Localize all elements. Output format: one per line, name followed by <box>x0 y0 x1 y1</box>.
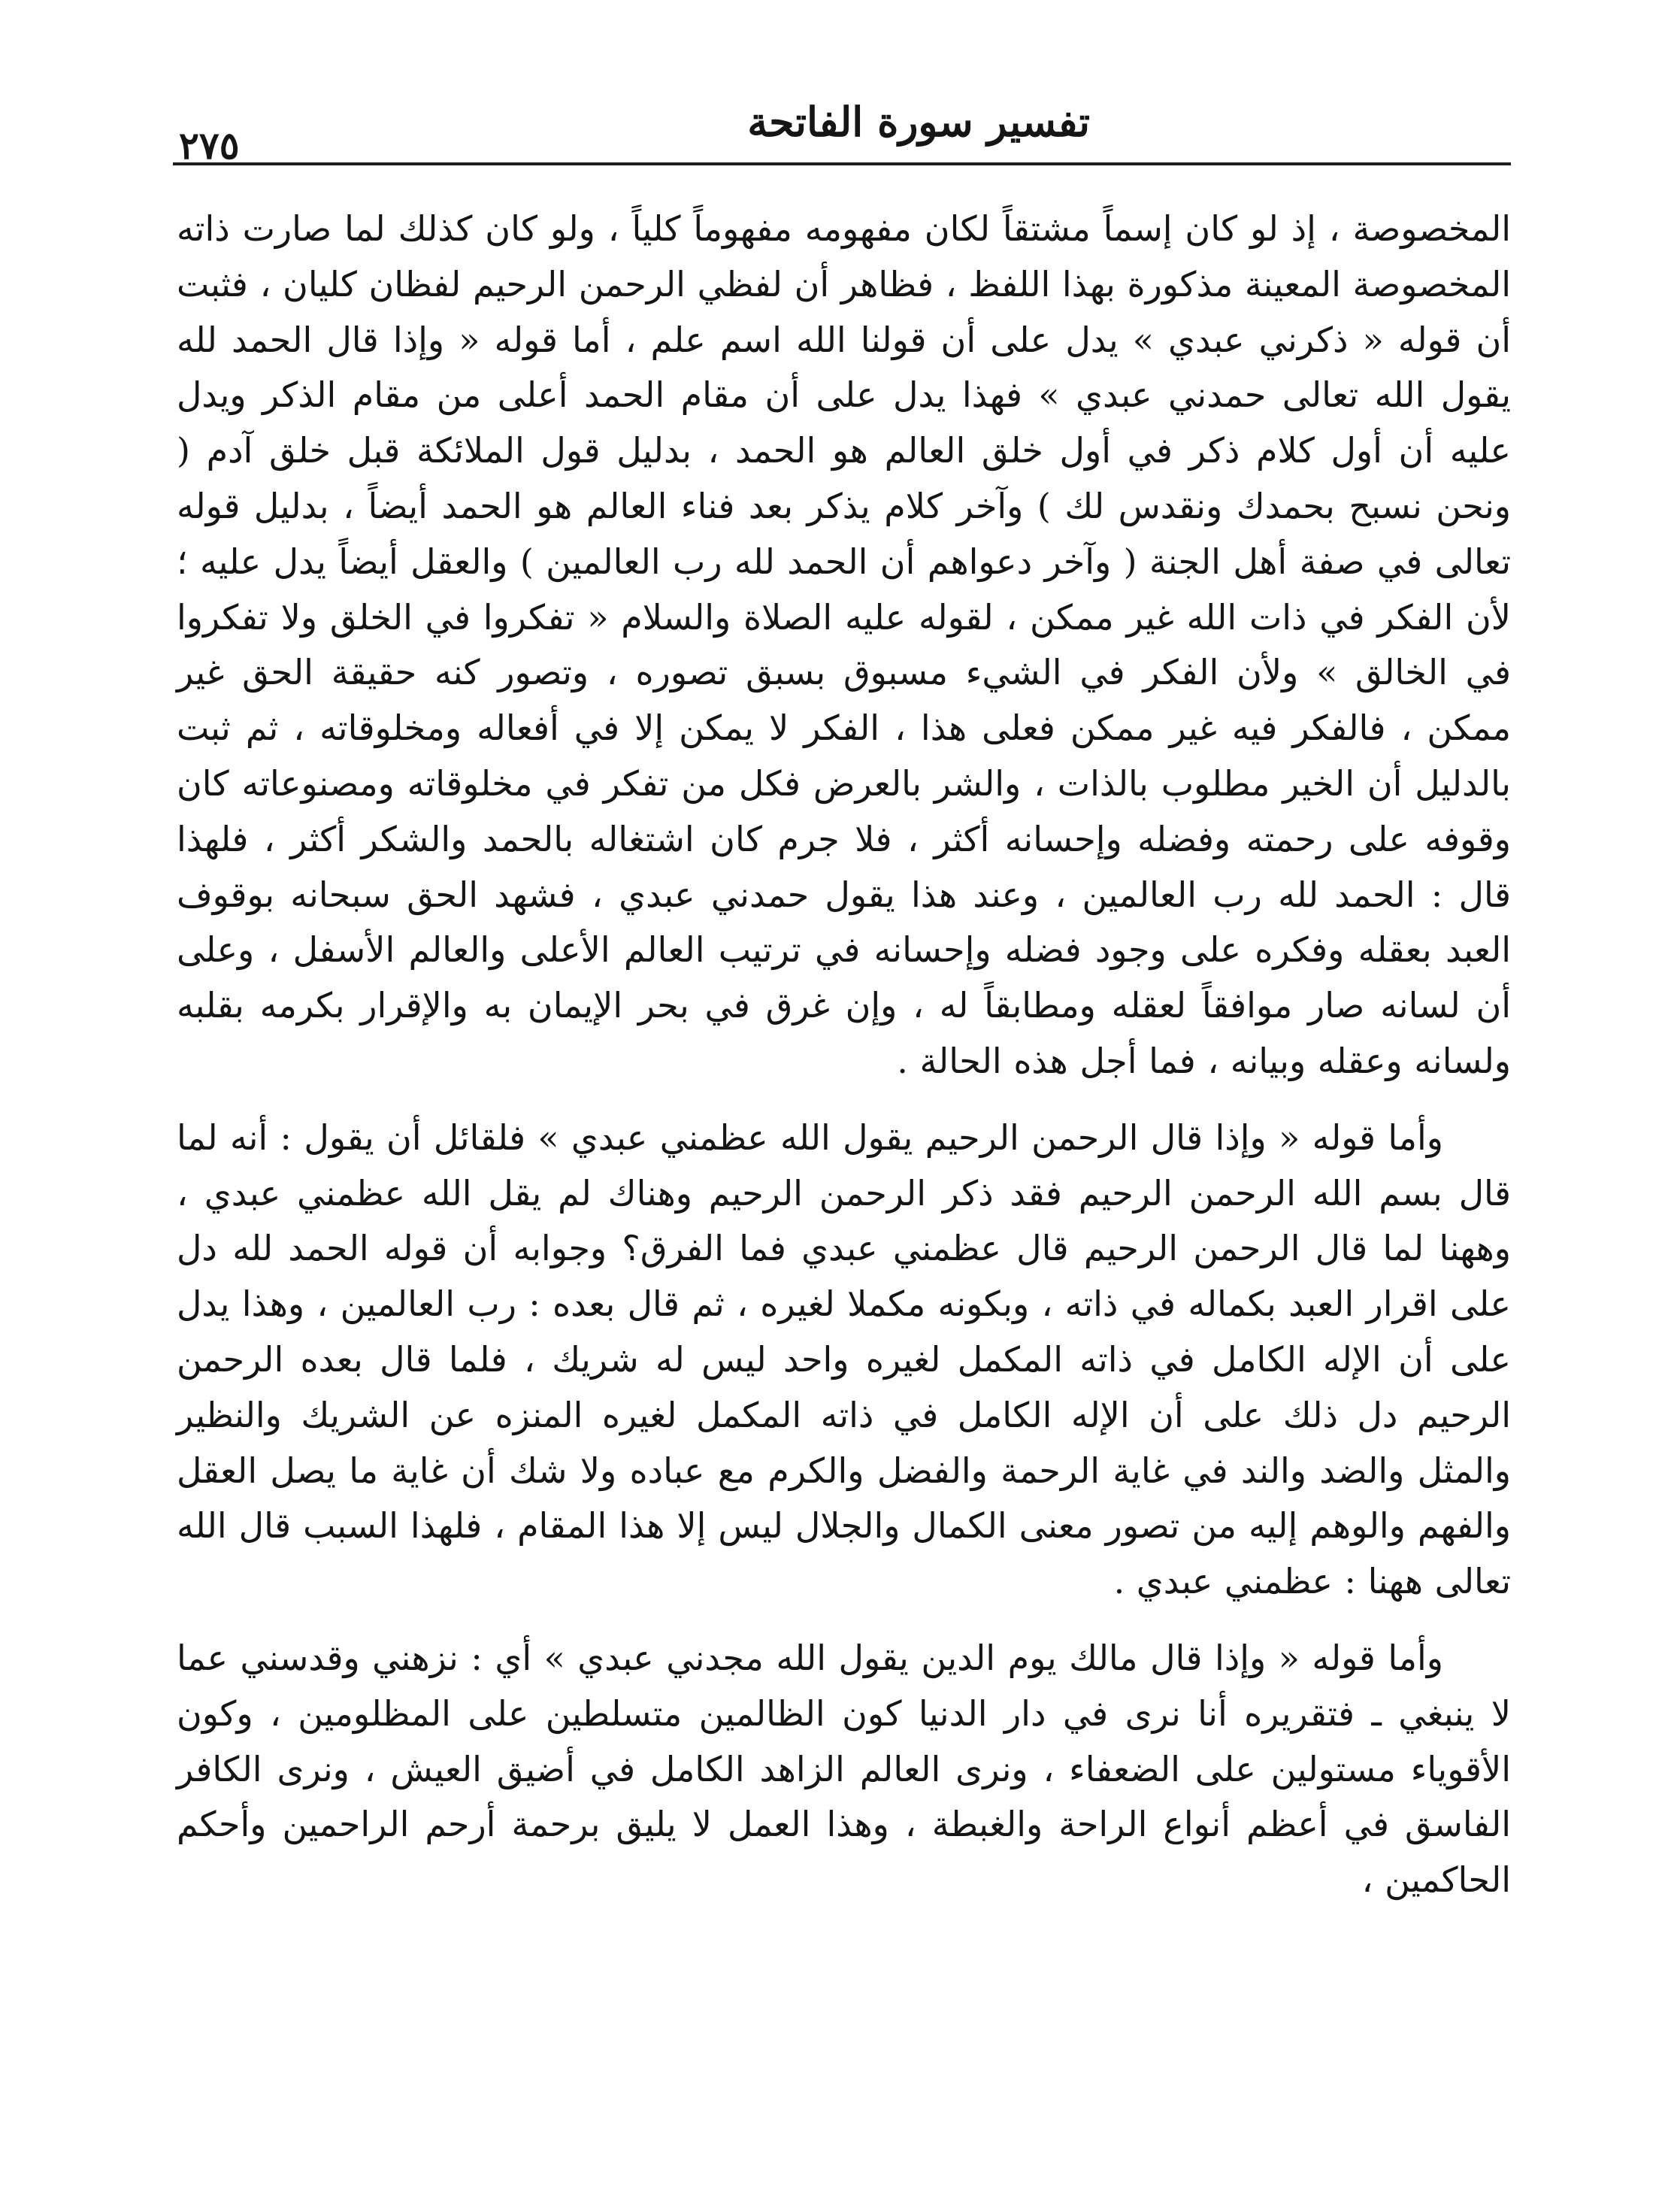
paragraph-1: المخصوصة ، إذ لو كان إسماً مشتقاً لكان مفهومه مفهوماً كلياً ، ولو كان كذلك لما صارت ذاته المخصوصة المعينة مذكورة بهذا اللفظ ، فظاهر أن لفظي الرحمن الرحيم لفظان كليان ، فثبت أن قوله « ذكرني عبدي » يدل على أن قولنا الله اسم علم ، أما قوله « وإذا قال الحمد لله يقول الله تعالى حمدني عبدي » فهذا يدل على أن مقام الحمد أعلى من مقام الذكر ويدل عليه أن أول كلام ذكر في أول خلق العالم هو الحمد ، بدليل قول الملائكة قبل خلق آدم ( ونحن نسبح بحمدك ونقدس لك ) وآخر كلام يذكر بعد فناء العالم هو الحمد أيضاً ، بدليل قوله تعالى في صفة أهل الجنة ( وآخر دعواهم أن الحمد لله رب العالمين ) والعقل أيضاً يدل عليه ؛ لأن الفكر في ذات الله غير ممكن ، لقوله عليه الصلاة والسلام « تفكروا في الخلق ولا تفكروا في الخالق » ولأن الفكر في الشيء مسبوق بسبق تصوره ، وتصور كنه حقيقة الحق غير ممكن ، فالفكر فيه غير ممكن فعلى هذا ، الفكر لا يمكن إلا في أفعاله ومخلوقاته ، ثم ثبت بالدليل أن الخير مطلوب بالذات ، والشر بالعرض فكل من تفكر في مخلوقاته ومصنوعاته كان وقوفه على رحمته وفضله وإحسانه أكثر ، فلا جرم كان اشتغاله بالحمد والشكر أكثر ، فلهذا قال : الحمد لله رب العالمين ، وعند هذا يقول حمدني عبدي ، فشهد الحق سبحانه بوقوف العبد بعقله وفكره على وجود فضله وإحسانه في ترتيب العالم الأعلى والعالم الأسفل ، وعلى أن لسانه صار موافقاً لعقله ومطابقاً له ، وإن غرق في بحر الإيمان به والإقرار بكرمه بقلبه ولسانه وعقله وبيانه ، فما أجل هذه الحالة . <box>177 208 1511 1081</box>
body-text <box>177 202 1511 1908</box>
page-header <box>173 90 1511 168</box>
page-title: تفسير سورة الفاتحة <box>747 98 1090 146</box>
paragraph-3: وأما قوله « وإذا قال مالك يوم الدين يقول الله مجدني عبدي » أي : نزهني وقدسني عما لا ينبغي ـ فتقريره أنا نرى في دار الدنيا كون الظالمين متسلطين على المظلومين ، وكون الأقوياء مستولين على الضعفاء ، ونرى العالم الزاهد الكامل في أضيق العيش ، ونرى الكافر الفاسق في أعظم أنواع الراحة والغبطة ، وهذا العمل لا يليق برحمة أرحم الراحمين وأحكم الحاكمين ، <box>177 1637 1511 1901</box>
paragraph-2: وأما قوله « وإذا قال الرحمن الرحيم يقول الله عظمني عبدي » فلقائل أن يقول : أنه لما قال بسم الله الرحمن الرحيم فقد ذكر الرحمن الرحيم وهناك لم يقل الله عظمني عبدي ، وههنا لما قال الرحمن الرحيم قال عظمني عبدي فما الفرق؟ وجوابه أن قوله الحمد لله دل على اقرار العبد بكماله في ذاته ، وبكونه مكملا لغيره ، ثم قال بعده : رب العالمين ، وهذا يدل على أن الإله الكامل في ذاته المكمل لغيره واحد ليس له شريك ، فلما قال بعده الرحمن الرحيم دل ذلك على أن الإله الكامل في ذاته المكمل لغيره المنزه عن الشريك والنظير والمثل والضد والند في غاية الرحمة والفضل والكرم مع عباده ولا شك أن غاية ما يصل العقل والفهم والوهم إليه من تصور معنى الكمال والجلال ليس إلا هذا المقام ، فلهذا السبب قال الله تعالى ههنا : عظمني عبدي . <box>177 1117 1511 1602</box>
header-rule <box>173 162 1511 165</box>
page-number: ٢٧٥ <box>179 123 240 168</box>
